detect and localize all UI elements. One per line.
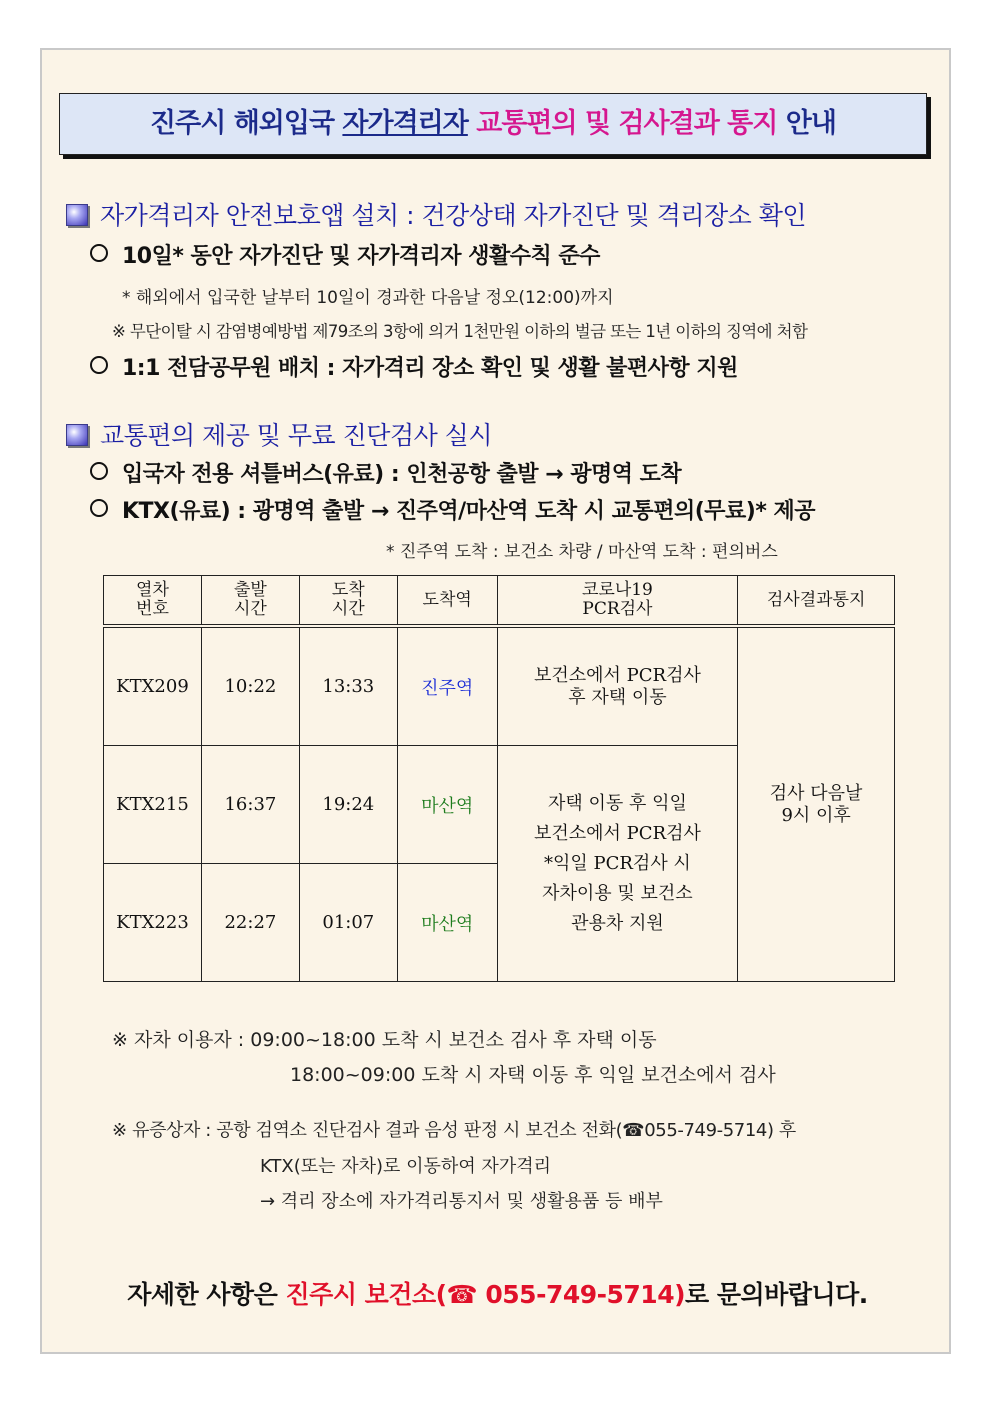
section1-item1-text: 10일* 동안 자가진단 및 자가격리자 생활수칙 준수 <box>122 244 600 269</box>
header-station: 도착역 <box>397 576 497 627</box>
header-departure: 출발 시간 <box>201 576 299 627</box>
cell-result: 검사 다음날 9시 이후 <box>738 626 895 982</box>
section1-item2-text: 1:1 전담공무원 배치 : 자가격리 장소 확인 및 생활 불편사항 지원 <box>122 356 738 381</box>
car-user-note-line2: 18:00~09:00 도착 시 자택 이동 후 익일 보건소에서 검사 <box>290 1064 776 1086</box>
section2-heading <box>66 416 492 452</box>
cell-arrival: 13:33 <box>299 626 397 746</box>
cell-train: KTX215 <box>104 746 202 864</box>
symptomatic-note-line1: ※ 유증상자 : 공항 검역소 진단검사 결과 음성 판정 시 보건소 전화(☎055-749-5714) 후 <box>112 1120 796 1141</box>
table-row <box>104 626 895 746</box>
cell-pcr-jinju: 보건소에서 PCR검사 후 자택 이동 <box>497 626 738 746</box>
notice-page <box>40 48 951 1354</box>
section2-item2 <box>90 494 815 525</box>
section2-item2-text: KTX(유료) : 광명역 출발 → 진주역/마산역 도착 시 교통편의(무료)* 제공 <box>122 499 815 524</box>
header-pcr: 코로나19 PCR검사 <box>497 576 738 627</box>
title-part1: 진주시 해외입국 <box>150 108 343 139</box>
footer-pre: 자세한 사항은 <box>127 1280 286 1309</box>
cell-departure: 10:22 <box>201 626 299 746</box>
circle-bullet-icon <box>90 462 108 480</box>
cell-station: 마산역 <box>397 746 497 864</box>
cell-station: 진주역 <box>397 626 497 746</box>
header-result: 검사결과통지 <box>738 576 895 627</box>
circle-bullet-icon <box>90 244 108 262</box>
section2-note: * 진주역 도착 : 보건소 차량 / 마산역 도착 : 편의버스 <box>386 542 778 562</box>
section2-heading-text: 교통편의 제공 및 무료 진단검사 실시 <box>100 421 492 450</box>
cell-station: 마산역 <box>397 864 497 982</box>
section1-item1 <box>90 239 600 270</box>
circle-bullet-icon <box>90 499 108 517</box>
train-schedule-table <box>103 575 895 982</box>
contact-footer <box>42 1275 953 1311</box>
cell-pcr-masan: 자택 이동 후 익일 보건소에서 PCR검사 *익일 PCR검사 시 자차이용 및 보건소 관용차 지원 <box>497 746 738 982</box>
title-part4: 안내 <box>777 108 836 139</box>
circle-bullet-icon <box>90 356 108 374</box>
cell-arrival: 01:07 <box>299 864 397 982</box>
square-bullet-icon <box>66 424 88 446</box>
square-bullet-icon <box>66 204 88 226</box>
section1-item2 <box>90 351 738 382</box>
cell-departure: 16:37 <box>201 746 299 864</box>
car-user-note-line1: ※ 자차 이용자 : 09:00~18:00 도착 시 보건소 검사 후 자택 이동 <box>112 1029 657 1051</box>
cell-arrival: 19:24 <box>299 746 397 864</box>
section1-heading <box>66 196 806 232</box>
cell-departure: 22:27 <box>201 864 299 982</box>
symptomatic-note-line2: KTX(또는 자차)로 이동하여 자가격리 <box>260 1156 551 1177</box>
title-part2: 자가격리자 <box>342 108 468 139</box>
symptomatic-note-line3: → 격리 장소에 자가격리통지서 및 생활용품 등 배부 <box>260 1191 663 1212</box>
section2-item1-text: 입국자 전용 셔틀버스(유료) : 인천공항 출발 → 광명역 도착 <box>122 462 682 487</box>
table-header-row <box>104 576 895 627</box>
title-part3: 교통편의 및 검사결과 통지 <box>467 108 778 139</box>
section1-note1: * 해외에서 입국한 날부터 10일이 경과한 다음날 정오(12:00)까지 <box>122 288 614 308</box>
header-arrival: 도착 시간 <box>299 576 397 627</box>
section1-note2: ※ 무단이탈 시 감염병예방법 제79조의 3항에 의거 1천만원 이하의 벌금 또는 1년 이하의 징역에 처함 <box>112 322 808 341</box>
page-title <box>59 93 927 155</box>
section2-item1 <box>90 457 681 488</box>
footer-post: 로 문의바랍니다. <box>685 1280 868 1309</box>
section1-heading-text: 자가격리자 안전보호앱 설치 : 건강상태 자가진단 및 격리장소 확인 <box>100 201 807 230</box>
cell-train: KTX223 <box>104 864 202 982</box>
footer-contact: 진주시 보건소(☎ 055-749-5714) <box>285 1280 686 1309</box>
header-train-no: 열차 번호 <box>104 576 202 627</box>
cell-train: KTX209 <box>104 626 202 746</box>
